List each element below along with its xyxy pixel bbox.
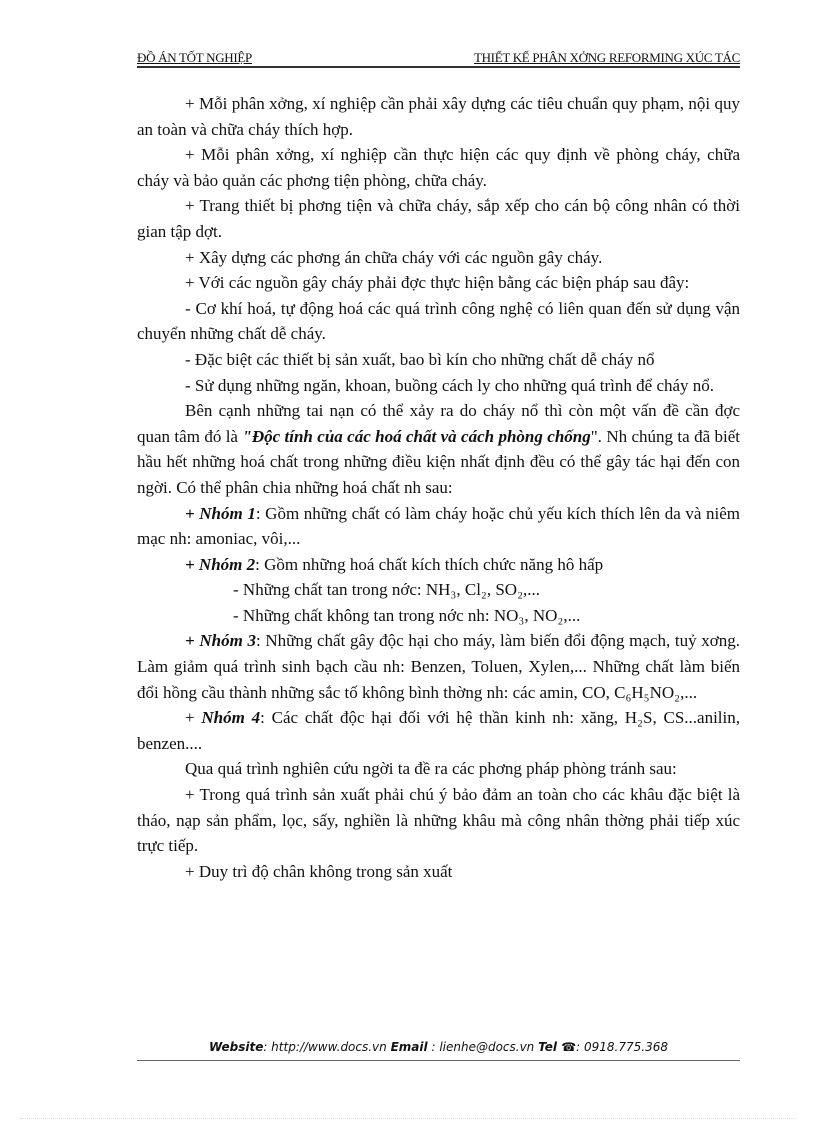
page-edge-divider bbox=[20, 1118, 796, 1119]
footer-website-label: Website bbox=[209, 1040, 264, 1054]
group-text: : Gồm những chất có làm cháy hoặc chủ yếu kích thích lên da và niêm mạc nh: amoniac, vôi,... bbox=[137, 503, 740, 549]
group-1 bbox=[137, 501, 740, 552]
paragraph: + Mỗi phân xởng, xí nghiệp cần thực hiện các quy định về phòng cháy, chữa cháy và bảo quản các phơng tiện phòng, chữa cháy. bbox=[137, 145, 740, 190]
header-left-title: ĐỒ ÁN TỐT NGHIỆP bbox=[137, 50, 252, 65]
header-right-title: THIẾT KẾ PHÂN XỞNG REFORMING XÚC TÁC bbox=[473, 50, 740, 65]
group-prefix: + bbox=[185, 708, 202, 728]
group-label: + Nhóm 2 bbox=[185, 554, 256, 574]
document-body bbox=[137, 91, 740, 884]
group-4 bbox=[137, 705, 740, 756]
footer-email: : lienhe@docs.vn bbox=[427, 1040, 535, 1054]
paragraph: + Với các nguồn gây cháy phải đợc thực hiện bằng các biện pháp sau đây: bbox=[185, 273, 690, 293]
paragraph: + Mỗi phân xởng, xí nghiệp cần phải xây dựng các tiêu chuẩn quy phạm, nội quy an toàn và chữa cháy thích hợp. bbox=[137, 94, 740, 139]
paragraph: + Xây dựng các phơng án chữa cháy với các nguồn gây cháy. bbox=[185, 247, 603, 267]
group-text: : Gồm những hoá chất kích thích chức năng hô hấp bbox=[255, 554, 604, 574]
group-label: + Nhóm 3 bbox=[185, 631, 256, 651]
paragraph: Qua quá trình nghiên cứu ngời ta đề ra các phơng pháp phòng tránh sau: bbox=[185, 759, 677, 779]
footer-tel-label: Tel ☎ bbox=[538, 1040, 577, 1054]
paragraph-text: Bên cạnh những tai nạn có thể xảy ra do cháy nổ thì còn một vấn đề cần đợc quan tâm đó là bbox=[137, 401, 740, 446]
emphasis-title: "Độc tính của các hoá chất và cách phòng chống bbox=[242, 426, 591, 446]
paragraph: - Sử dụng những ngăn, khoan, buồng cách ly cho những quá trình để cháy nổ. bbox=[185, 375, 715, 395]
paragraph: - Đặc biệt các thiết bị sản xuất, bao bì kín cho những chất dễ cháy nổ bbox=[185, 349, 655, 369]
group-text: : Những chất gây độc hại cho máy, làm biến đổi động mạch, tuỷ xơng. Làm giảm quá trình sinh bạch cầu nh: Benzen, Toluen, Xylen,... Những chất làm biến đổi hồng cầu thành những sắc tố không bình thờng nh: các amin, CO, C₆H₅NO₂,... bbox=[137, 631, 740, 702]
paragraph: + Trong quá trình sản xuất phải chú ý bảo đảm an toàn cho các khâu đặc biệt là tháo, nạp sản phẩm, lọc, sấy, nghiền là những khâu mà công nhân thờng phải tiếp xúc trực tiếp. bbox=[137, 785, 740, 856]
page-header bbox=[137, 50, 740, 68]
group-text: : Các chất độc hại đối với hệ thần kinh nh: xăng, H₂S, CS...anilin, benzen.... bbox=[137, 708, 740, 753]
paragraph-text: ". Nh chúng ta đã biết hầu hết những hoá chất trong những điều kiện nhất định đều có thể gây tác hại đến con ngời. Có thể phân chia những hoá chất nh sau: bbox=[137, 426, 741, 497]
paragraph: + Duy trì độ chân không trong sản xuất bbox=[185, 861, 453, 881]
page-footer bbox=[137, 1040, 740, 1061]
footer-website: : http://www.docs.vn bbox=[263, 1040, 387, 1054]
group-2 bbox=[137, 552, 740, 578]
group-label: + Nhóm 1 bbox=[185, 503, 256, 523]
paragraph bbox=[137, 398, 740, 500]
list-item: - Những chất tan trong nớc: NH₃, Cl₂, SO₂,... bbox=[233, 580, 541, 600]
group-3 bbox=[137, 628, 740, 705]
footer-tel: : 0918.775.368 bbox=[576, 1040, 668, 1054]
footer-email-label: Email bbox=[390, 1040, 428, 1054]
list-item: - Những chất không tan trong nớc nh: NO₃, NO₂,... bbox=[233, 605, 581, 625]
group-label: Nhóm 4 bbox=[201, 708, 261, 728]
paragraph: + Trang thiết bị phơng tiện và chữa cháy, sắp xếp cho cán bộ công nhân có thời gian tập dợt. bbox=[137, 196, 740, 241]
paragraph: - Cơ khí hoá, tự động hoá các quá trình công nghệ có liên quan đến sử dụng vận chuyển những chất dễ cháy. bbox=[137, 298, 740, 344]
